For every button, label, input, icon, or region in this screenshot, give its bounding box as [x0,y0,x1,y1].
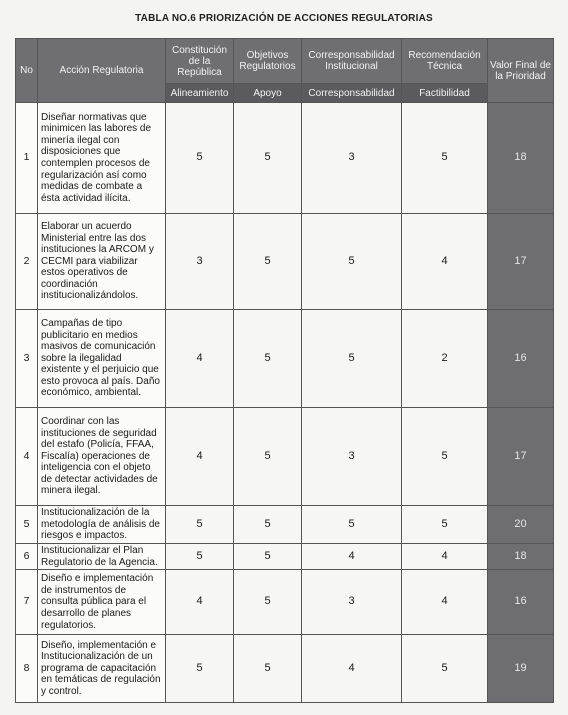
subheader-coresponsibility: Corresponsabilidad [302,84,402,103]
score-coresponsibility: 5 [302,506,402,544]
score-support: 5 [234,103,302,214]
score-feasibility: 2 [402,310,488,408]
score-feasibility: 5 [402,506,488,544]
header-final-value: Valor Final de la Prioridad [488,39,554,103]
score-alignment: 5 [166,506,234,544]
score-feasibility: 5 [402,635,488,703]
table-row [16,544,554,570]
score-alignment: 5 [166,103,234,214]
table-row [16,570,554,635]
score-feasibility: 5 [402,408,488,506]
score-feasibility: 4 [402,214,488,310]
action-text: Campañas de tipo publicitario en medios masivos de comunicación sobre la ilegalidad existente y el perjuicio que esto provoca al país. Daño económico, ambiental. [38,310,166,408]
action-text: Institucionalizar el Plan Regulatorio de la Agencia. [38,544,166,570]
score-coresponsibility: 4 [302,544,402,570]
final-priority-value: 17 [488,408,554,506]
action-text: Diseño, implementación e Institucionalización de un programa de capacitación en temáticas de regulación y control. [38,635,166,703]
score-coresponsibility: 5 [302,310,402,408]
final-priority-value: 20 [488,506,554,544]
subheader-support: Apoyo [234,84,302,103]
subheader-alignment: Alineamiento [166,84,234,103]
action-text: Elaborar un acuerdo Ministerial entre las dos instituciones la ARCOM y CECMI para viabilizar estos operativos de coordinación institucionalizándolos. [38,214,166,310]
score-feasibility: 4 [402,570,488,635]
row-number: 4 [16,408,38,506]
table-row [16,635,554,703]
table-row [16,103,554,214]
header-no: No [16,39,38,103]
score-coresponsibility: 4 [302,635,402,703]
header-row [16,39,554,84]
score-support: 5 [234,214,302,310]
score-alignment: 5 [166,544,234,570]
score-alignment: 4 [166,570,234,635]
score-alignment: 4 [166,310,234,408]
score-coresponsibility: 3 [302,570,402,635]
action-text: Institucionalización de la metodología de análisis de riesgos e impactos. [38,506,166,544]
header-coresponsibility: Corresponsabilidad Institucional [302,39,402,84]
final-priority-value: 18 [488,103,554,214]
final-priority-value: 18 [488,544,554,570]
score-support: 5 [234,310,302,408]
score-support: 5 [234,635,302,703]
table-row [16,310,554,408]
row-number: 1 [16,103,38,214]
prioritization-table [15,38,554,703]
score-coresponsibility: 3 [302,408,402,506]
row-number: 2 [16,214,38,310]
score-support: 5 [234,544,302,570]
table-row [16,506,554,544]
header-recommendation: Recomendación Técnica [402,39,488,84]
row-number: 5 [16,506,38,544]
score-coresponsibility: 5 [302,214,402,310]
header-objectives: Objetivos Regulatorios [234,39,302,84]
table-title: TABLA NO.6 PRIORIZACIÓN DE ACCIONES REGULATORIAS [135,13,433,24]
final-priority-value: 16 [488,310,554,408]
table-row [16,408,554,506]
score-alignment: 3 [166,214,234,310]
row-number: 3 [16,310,38,408]
action-text: Diseño e implementación de instrumentos de consulta pública para el desarrollo de planes regulatorios. [38,570,166,635]
score-support: 5 [234,506,302,544]
action-text: Coordinar con las instituciones de seguridad del estafo (Policía, FFAA, Fiscalía) operaciones de inteligencia con el objeto de detectar actividades de minera ilegal. [38,408,166,506]
score-coresponsibility: 3 [302,103,402,214]
final-priority-value: 17 [488,214,554,310]
score-alignment: 5 [166,635,234,703]
row-number: 8 [16,635,38,703]
score-feasibility: 5 [402,103,488,214]
final-priority-value: 19 [488,635,554,703]
row-number: 7 [16,570,38,635]
final-priority-value: 16 [488,570,554,635]
row-number: 6 [16,544,38,570]
score-support: 5 [234,570,302,635]
action-text: Diseñar normativas que minimicen las labores de minería ilegal con disposiciones que contemplen procesos de regularización así como medidas de combate a ésta actividad ilícita. [38,103,166,214]
score-alignment: 4 [166,408,234,506]
table-row [16,214,554,310]
header-constitution: Constitución de la República [166,39,234,84]
score-support: 5 [234,408,302,506]
header-action: Acción Regulatoria [38,39,166,103]
score-feasibility: 4 [402,544,488,570]
subheader-feasibility: Factibilidad [402,84,488,103]
